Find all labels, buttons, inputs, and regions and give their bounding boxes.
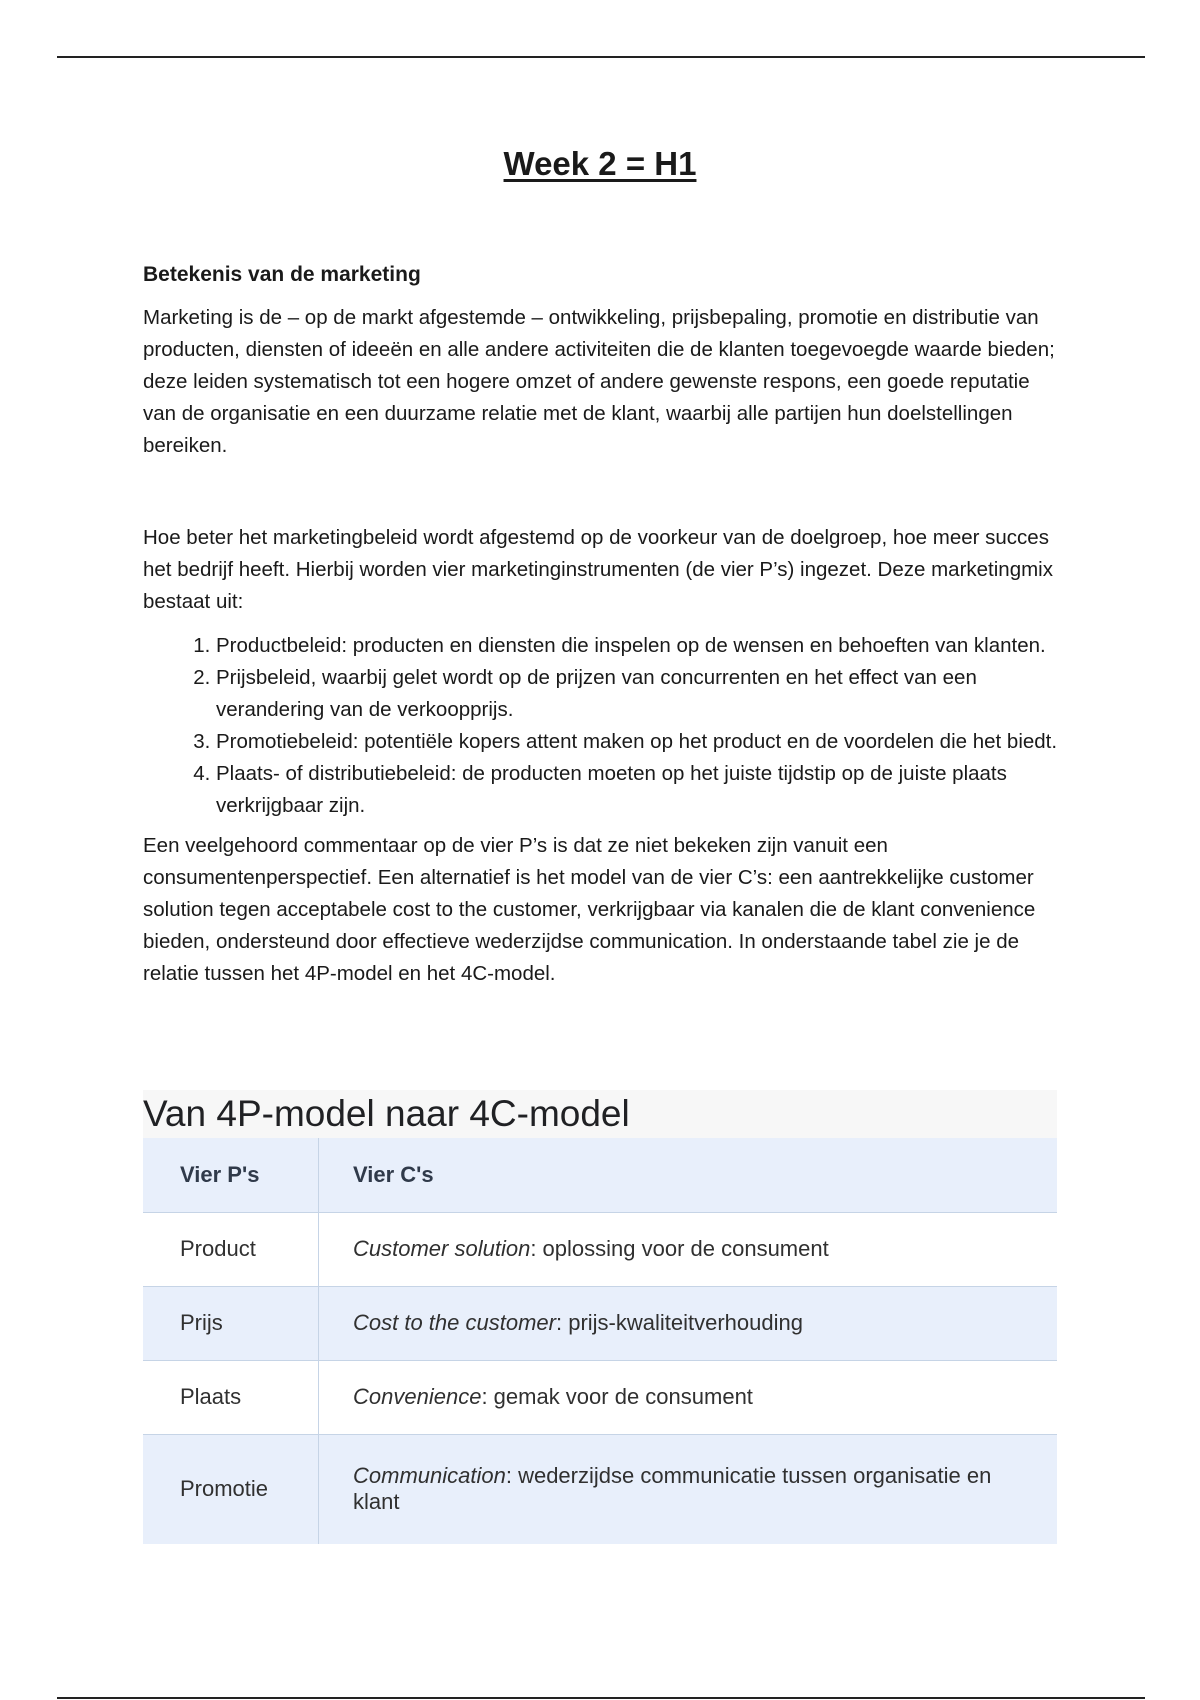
table-title: Van 4P-model naar 4C-model <box>143 1090 1057 1138</box>
comparison-table <box>143 1138 1057 1544</box>
table-header-row <box>143 1138 1057 1212</box>
list-item: 1. Productbeleid: producten en diensten die inspelen op de wensen en behoeften van klanten. <box>216 630 1068 662</box>
c-description: : wederzijdse communicatie tussen organisatie en klant <box>353 1463 992 1515</box>
c-term: Customer solution <box>353 1236 531 1261</box>
c-description: : oplossing voor de consument <box>530 1236 829 1261</box>
header-four-ps: Vier P's <box>143 1138 319 1212</box>
c-description: : gemak voor de consument <box>481 1384 753 1409</box>
table-cell-c <box>319 1360 1058 1434</box>
four-cs-paragraph: Een veelgehoord commentaar op de vier P’s is dat ze niet bekeken zijn vanuit een consumentenperspectief. Een alternatief is het model van de vier C’s: een aantrekkelijke customer solution tegen acceptabele cost to the customer, verkrijgbaar via kanalen die de klant convenience bieden, ondersteund door effectieve wederzijdse communication. In onderstaande tabel zie je de relatie tussen het 4P-model en het 4C-model. <box>143 834 1036 985</box>
table-row <box>143 1286 1057 1360</box>
table-cell-p: Plaats <box>143 1360 319 1434</box>
section-heading: Betekenis van de marketing <box>143 263 421 286</box>
list-item: 2. Prijsbeleid, waarbij gelet wordt op de prijzen van concurrenten en het effect van een verandering van de verkoopprijs. <box>216 662 1068 726</box>
c-term: Cost to the customer <box>353 1310 556 1335</box>
marketing-mix-list <box>143 630 1068 822</box>
table-cell-p: Promotie <box>143 1434 319 1544</box>
comparison-table-block <box>143 1090 1057 1544</box>
header-four-cs: Vier C's <box>319 1138 1058 1212</box>
table-row <box>143 1360 1057 1434</box>
marketing-mix-paragraph: Hoe beter het marketingbeleid wordt afgestemd op de voorkeur van de doelgroep, hoe meer succes het bedrijf heeft. Hierbij worden vier marketinginstrumenten (de vier P’s) ingezet. Deze marketingmix bestaat uit: <box>143 526 1053 613</box>
table-cell-p: Product <box>143 1212 319 1286</box>
header-rule <box>57 56 1145 58</box>
table-cell-c <box>319 1434 1058 1544</box>
c-term: Communication <box>353 1463 506 1489</box>
table-cell-c <box>319 1286 1058 1360</box>
table-cell-p: Prijs <box>143 1286 319 1360</box>
list-item: 4. Plaats- of distributiebeleid: de producten moeten op het juiste tijdstip op de juiste plaats verkrijgbaar zijn. <box>216 758 1068 822</box>
definition-paragraph: Marketing is de – op de markt afgestemde – ontwikkeling, prijsbepaling, promotie en distributie van producten, diensten of ideeën en alle andere activiteiten die de klanten toegevoegde waarde bieden; deze leiden systematisch tot een hogere omzet of andere gewenste respons, een goede reputatie van de organisatie en een duurzame relatie met de klant, waarbij alle partijen hun doelstellingen bereiken. <box>143 306 1055 457</box>
c-description: : prijs-kwaliteitverhouding <box>555 1310 803 1335</box>
c-term: Convenience <box>353 1384 482 1409</box>
footer-rule <box>57 1697 1145 1699</box>
list-item: 3. Promotiebeleid: potentiële kopers attent maken op het product en de voordelen die het biedt. <box>216 726 1068 758</box>
document-body <box>143 260 1068 990</box>
table-row <box>143 1212 1057 1286</box>
page-title: Week 2 = H1 <box>503 145 697 182</box>
table-row <box>143 1434 1057 1544</box>
table-cell-c <box>319 1212 1058 1286</box>
